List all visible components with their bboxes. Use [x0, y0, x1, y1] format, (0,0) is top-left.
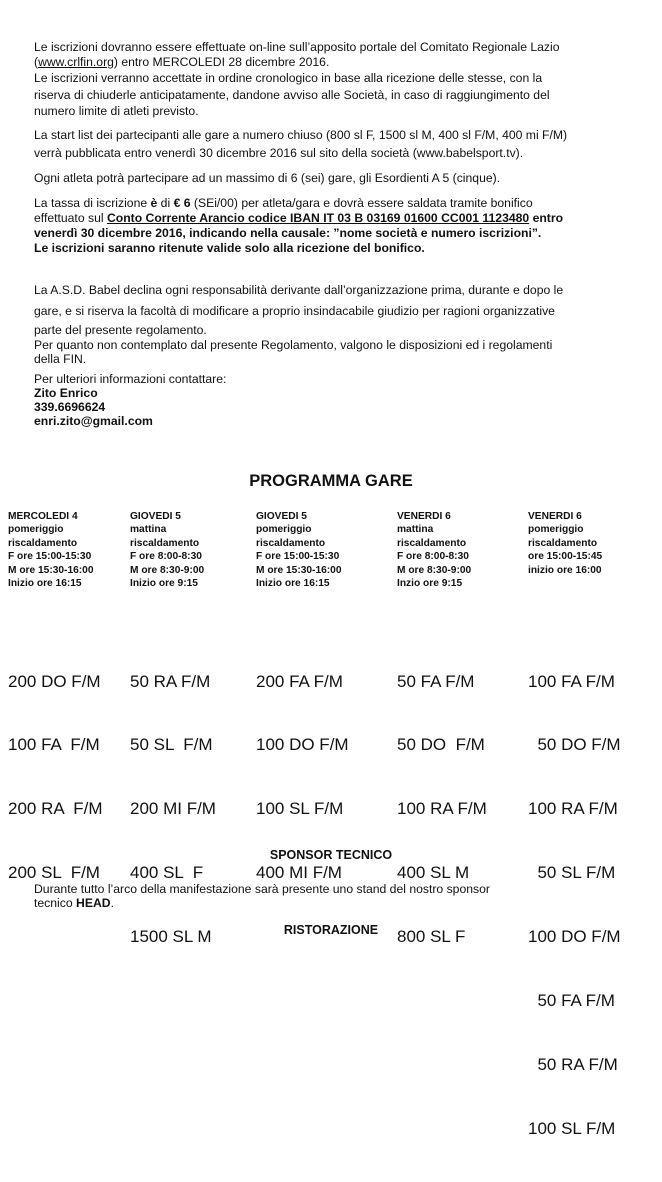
text-line: Per quanto non contemplato dal presente Regolamento, valgono le disposizioni ed i regolamenti: [34, 338, 553, 352]
schedule-header: [397, 510, 471, 590]
event-item: 800 SL F: [397, 927, 466, 947]
schedule-column-fri-afternoon: [528, 510, 621, 1138]
header-line: M ore 8:30-9:00: [130, 564, 205, 576]
event-item: 50 DO F/M: [397, 735, 485, 755]
header-line: riscaldamento: [256, 537, 326, 549]
schedule-header: [256, 510, 342, 590]
header-line: VENERDI 6: [397, 511, 451, 522]
header-line: Inzio ore 9:15: [397, 578, 463, 590]
event-item: 400 SL M: [397, 863, 470, 883]
fin-rules-paragraph: [34, 338, 634, 366]
schedule-column-thu-morning: [130, 510, 216, 947]
header-line: riscaldamento: [8, 537, 78, 549]
header-line: Inizio ore 16:15: [8, 578, 82, 590]
text-line: Durante tutto l’arco della manifestazione sarà presente uno stand del nostro sponsor: [34, 882, 490, 896]
crlfin-link[interactable]: www.crlfin.org: [38, 55, 114, 69]
header-line: Inizio ore 16:15: [256, 578, 330, 590]
schedule-column-fri-morning: [397, 510, 487, 947]
text-line: gare, e si riserva la facoltà di modificare a proprio insindacabile giudizio per ragioni organizzative: [34, 304, 555, 318]
header-line: Inizio ore 9:15: [130, 578, 198, 590]
sponsor-title: SPONSOR TECNICO: [269, 848, 393, 862]
fee-text-bold: è: [150, 196, 158, 210]
header-line: mattina: [130, 524, 167, 536]
fee-text-bold: entro: [529, 211, 564, 225]
text-line: riserva di chiuderle anticipatamente, dandone avviso alle Società, in caso di raggiungimento del: [34, 87, 550, 102]
event-item: 50 DO F/M: [528, 735, 621, 755]
event-item: 100 RA F/M: [528, 799, 618, 819]
ristorazione-title: RISTORAZIONE: [283, 923, 379, 937]
event-item: 200 FA F/M: [256, 671, 343, 691]
header-line: M ore 15:30-16:00: [8, 564, 94, 576]
event-item: 400 MI F/M: [256, 863, 342, 883]
event-item: 50 SL F/M: [528, 863, 616, 883]
event-item: 100 RA F/M: [397, 799, 487, 819]
contact-paragraph: [34, 372, 634, 428]
text-line: [34, 211, 634, 226]
sponsor-paragraph: [34, 882, 634, 910]
event-item: 200 SL F/M: [8, 863, 100, 883]
contact-phone: 339.6696624: [34, 400, 106, 414]
header-line: riscaldamento: [130, 537, 200, 549]
header-line: pomeriggio: [256, 524, 312, 536]
text-line: Le iscrizioni dovranno essere effettuate on-line sull’apposito portale del Comitato Regionale Lazio: [34, 40, 560, 54]
text-line: La A.S.D. Babel declina ogni responsabilità derivante dall’organizzazione prima, durante e dopo le: [34, 283, 564, 297]
header-line: riscaldamento: [397, 537, 467, 549]
header-line: GIOVEDI 5: [130, 511, 181, 522]
header-line: F ore 8:00-8:30: [397, 551, 469, 563]
schedule-header: [528, 510, 602, 577]
event-item: 1500 SL M: [130, 927, 212, 947]
text-line: La start list dei partecipanti alle gare a numero chiuso (800 sl F, 1500 sl M, 400 sl F/M, 400 mi F/M): [34, 128, 568, 142]
contact-name: Zito Enrico: [34, 386, 98, 400]
start-list-paragraph: [34, 127, 634, 162]
schedule-column-wed-afternoon: [8, 510, 103, 883]
header-line: GIOVEDI 5: [256, 511, 307, 522]
event-item: 100 FA F/M: [8, 735, 100, 755]
text-line: Per ulteriori informazioni contattare:: [34, 372, 227, 386]
event-item: 200 RA F/M: [8, 799, 103, 819]
event-item: 50 FA F/M: [528, 991, 615, 1011]
header-line: ore 15:00-15:45: [528, 551, 603, 563]
event-item: 200 DO F/M: [8, 671, 101, 691]
header-line: inizio ore 16:00: [528, 564, 602, 576]
fee-paragraph: [34, 196, 634, 256]
schedule-header: [8, 510, 94, 590]
header-line: pomeriggio: [528, 524, 584, 536]
text-line: Le iscrizioni verranno accettate in ordine cronologico in base alla ricezione delle stesse, con la: [34, 71, 543, 85]
header-line: F ore 15:00-15:30: [256, 551, 340, 563]
fee-text: La tassa di iscrizione: [34, 196, 151, 210]
fee-text: (SEi/00) per atleta/gara e dovrà essere saldata tramite bonifico: [190, 196, 533, 210]
max-races-paragraph: [34, 171, 634, 186]
text-line: venerdì 30 dicembre 2016, indicando nella causale: ”nome società e numero iscrizioni”.: [34, 226, 542, 240]
sponsor-text: .: [110, 896, 114, 910]
header-line: F ore 15:00-15:30: [8, 551, 92, 563]
header-line: mattina: [397, 524, 434, 536]
event-item: 50 SL F/M: [130, 735, 213, 755]
text-line: (www.crlfin.org) entro MERCOLEDI 28 dicembre 2016.: [34, 55, 330, 69]
text-line: numero limite di atleti previsto.: [34, 104, 199, 118]
event-item: 100 SL F/M: [256, 799, 344, 819]
text-line: [34, 896, 634, 910]
disclaimer-paragraph-end: [34, 323, 634, 338]
event-item: 50 RA F/M: [528, 1054, 618, 1074]
header-line: pomeriggio: [8, 524, 64, 536]
programma-title: PROGRAMMA GARE: [249, 472, 413, 490]
fee-text: di: [157, 196, 174, 210]
header-line: MERCOLEDI 4: [8, 511, 78, 522]
fee-text: effettuato sul: [34, 211, 107, 225]
contact-email[interactable]: enri.zito@gmail.com: [34, 414, 153, 428]
event-item: 50 FA F/M: [397, 671, 475, 691]
fee-amount: € 6: [173, 196, 191, 210]
sponsor-text: tecnico: [34, 896, 77, 910]
registration-paragraph: [34, 40, 634, 70]
text-line: Ogni atleta potrà partecipare ad un massimo di 6 (sei) gare, gli Esordienti A 5 (cinque).: [34, 171, 501, 185]
text-line: [34, 196, 634, 211]
text-line: della FIN.: [34, 352, 87, 366]
text-line: Le iscrizioni saranno ritenute valide solo alla ricezione del bonifico.: [34, 241, 425, 255]
event-item: 100 DO F/M: [528, 927, 621, 947]
header-line: M ore 8:30-9:00: [397, 564, 472, 576]
event-item: 100 FA F/M: [528, 671, 615, 691]
schedule-header: [130, 510, 204, 590]
text-line: parte del presente regolamento.: [34, 323, 207, 337]
event-item: 100 SL F/M: [528, 1118, 616, 1138]
header-line: F ore 8:00-8:30: [130, 551, 202, 563]
event-item: 400 SL F: [130, 863, 204, 883]
header-line: VENERDI 6: [528, 511, 582, 522]
event-item: 100 DO F/M: [256, 735, 349, 755]
header-line: M ore 15:30-16:00: [256, 564, 342, 576]
sponsor-brand: HEAD: [76, 896, 111, 910]
disclaimer-paragraph: [34, 280, 634, 322]
header-line: riscaldamento: [528, 537, 598, 549]
text-line: verrà pubblicata entro venerdì 30 dicembre 2016 sul sito della società (www.babelsport.tv).: [34, 145, 524, 160]
event-item: 50 RA F/M: [130, 671, 211, 691]
event-item: 200 MI F/M: [130, 799, 216, 819]
acceptance-paragraph: [34, 70, 634, 120]
iban-text: Conto Corrente Arancio codice IBAN IT 03 B 03169 01600 CC001 1123480: [106, 211, 530, 225]
